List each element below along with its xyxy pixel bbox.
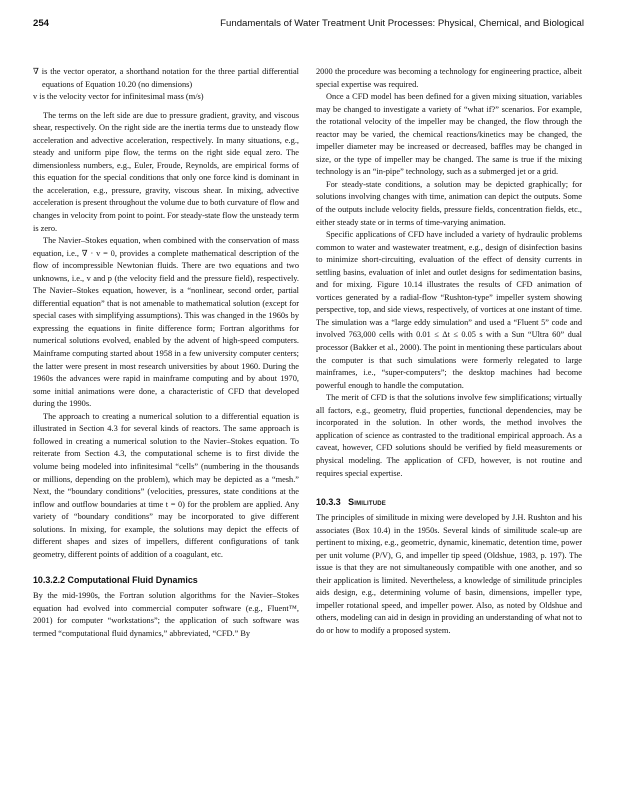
page-number: 254 — [33, 18, 50, 29]
paragraph: Specific applications of CFD have included a variety of hydraulic problems common to water and wastewater treatment, e.g., design of disinfection basins to minimize short-circuiting, evaluation of the effect of density currents in settling basins, evaluation of inlet and outlet designs for sedimentation basins, and for mixing. Figure 10.14 illustrates the results of CFD animation of vortices generated by a radial-flow “Rushton-type” impeller system showing perspective, top, and side views, respectively, of vortices at one instant of time. The simulation was a “large eddy simulation” and used a “Fluent 5” code and involved 763,000 cells with 0.01 ≤ Δt ≤ 0.05 s with a Sun “Ultra 60” dual processor (Bakker et al., 2000). The point in mentioning these particulars about the computer is that such simulations were formerly relegated to large mainframes, i.e., “super-computers”; the desktop machines had become powerful enough to handle the computation. — [316, 230, 582, 390]
section-heading-cfd: 10.3.2.2 Computational Fluid Dynamics — [33, 575, 198, 586]
paragraph: Once a CFD model has been defined for a given mixing situation, variables may be changed to investigate a variety of “what if?” scenarios. For example, the rotational velocity of the impeller may be changed, the flow through the reactor may be varied, the chemical reactions/kinetics may be changed, the impeller diameter may be increased or decreased, baffles may be changed in size, or the type of impeller may be changed. The same is true if the mixing technology is an “in-pipe” technology, such as a submerged jet or a grid. — [316, 92, 582, 177]
definition-velocity: v is the velocity vector for infinitesimal mass (m/s) — [33, 92, 204, 102]
paragraph: The principles of similitude in mixing were developed by J.H. Rushton and his associates (Box 10.4) in the 1950s. Several kinds of similitude scale-up are pertinent to mixing, e.g., geometric, dynamic, kinematic, detention time, power per unit volume (P/V), G, and impeller tip speed (Oldshue, 1983, p. 197). The issue is that they are not simultaneously compatible with one another, and so their application is limited. Nevertheless, a knowledge of similitude principles aids design, e.g., determining volume of basin, dimensions, impeller type, impeller rotational speed, and impeller power. Also, as noted by Oldshue and others, modeling can aid in design in providing an understanding of what not to do or how to modify a proposed system. — [316, 513, 582, 635]
definition-nabla: ∇ is the vector operator, a shorthand notation for the three partial differential equations of Equation 10.20 (no dimensions) — [33, 67, 299, 89]
paragraph: The Navier–Stokes equation, when combined with the conservation of mass equation, i.e., ∇ · v = 0, provides a complete mathematical description of the flow of incompressible Newtonian fluids. There are two equations and two unknowns, i.e., v and p (the velocity field and the pressure field), respectively. The Navier–Stokes equation, however, is a “nonlinear, second order, partial differential equation” that is not amenable to mathematical solution (except for special cases with simplifying assumptions). This was changed in the 1960s by expressing the equations in finite difference form; Fortran algorithms for numerical solutions evolved, enabled by the advent of high-speed computers. Mainframe computing started about 1958 in a few university computer centers; the latter were present in most research universities by about 1960. During the 1960s the advances were rapid in mainframe computing and by about 1970, some initial animations were done, a characteristic of CFD that developed during the 1990s. — [33, 236, 299, 409]
paragraph: 2000 the procedure was becoming a technology for engineering practice, albeit special expertise was required. — [316, 67, 582, 89]
section-heading-similitude — [316, 496, 582, 508]
page-header — [33, 18, 584, 32]
left-column — [33, 66, 299, 641]
running-title: Fundamentals of Water Treatment Unit Processes: Physical, Chemical, and Biological — [220, 18, 584, 29]
right-column — [316, 66, 582, 638]
paragraph: For steady-state conditions, a solution may be depicted graphically; for solutions involving changes with time, animation can depict the outputs. Some of the outputs include velocity fields, pressure fields, concentration fields, etc., either steady state or in terms of time-varying animation. — [316, 179, 582, 227]
paragraph: The terms on the left side are due to pressure gradient, gravity, and viscous shear, respectively. On the right side are the inertia terms due to unsteady flow acceleration and advective acceleration, respectively. In many situations, e.g., steady and uniform pipe flow, the terms on the right side equal zero. The dimensionless numbers, e.g., Euler, Froude, Reynolds, are empirical forms of this equation for the special conditions that only one force kind is dominant in the acceleration, e.g., pressure, gravity, viscous shear. In mixing, advective acceleration is present throughout the volume due to both curvature of flow and changes in velocity from point to point. For steady-state flow the unsteady term is zero. — [33, 110, 299, 233]
section-title: Similitude — [348, 497, 387, 508]
section-number: 10.3.3 — [316, 497, 341, 508]
paragraph: By the mid-1990s, the Fortran solution algorithms for the Navier–Stokes equation had evolved into commercial computer software (e.g., Fluent™, 2001) for computer “workstations”; the application of such software was termed “computational fluid dynamics,” abbreviated, “CFD.” By — [33, 591, 299, 638]
paragraph: The merit of CFD is that the solutions involve few simplifications; virtually all factors, e.g., geometry, fluid properties, functional dependencies, may be incorporated in the solution. In other words, the method involves the application of science as contrasted to the traditional empirical approach. As a caveat, however, CFD solutions should be verified by field measurements or physical modeling. The application of CFD, however, is not routine and requires special expertise. — [316, 393, 582, 478]
paragraph: The approach to creating a numerical solution to a differential equation is illustrated in Section 4.3 for several kinds of reactors. The same approach is followed in creating a numerical solution to the Navier–Stokes equation. To reiterate from Section 4.3, the computational scheme is to first divide the volume being modeled into infinitesimal “cells” (numbering in the thousands or millions, depending on the problem), which may be depicted as a “mesh.” Next, the “boundary conditions” (velocities, pressures, state conditions at the inflow and outflow boundaries at time t = 0) for the problem are applied. Any variety of “boundary conditions” may be incorporated to give different solutions. In mixing, for example, the solutions may depict the effects of different shapes and sizes of impellers, different configurations of tank geometry, different points of addition of a coagulant, etc. — [33, 411, 299, 559]
